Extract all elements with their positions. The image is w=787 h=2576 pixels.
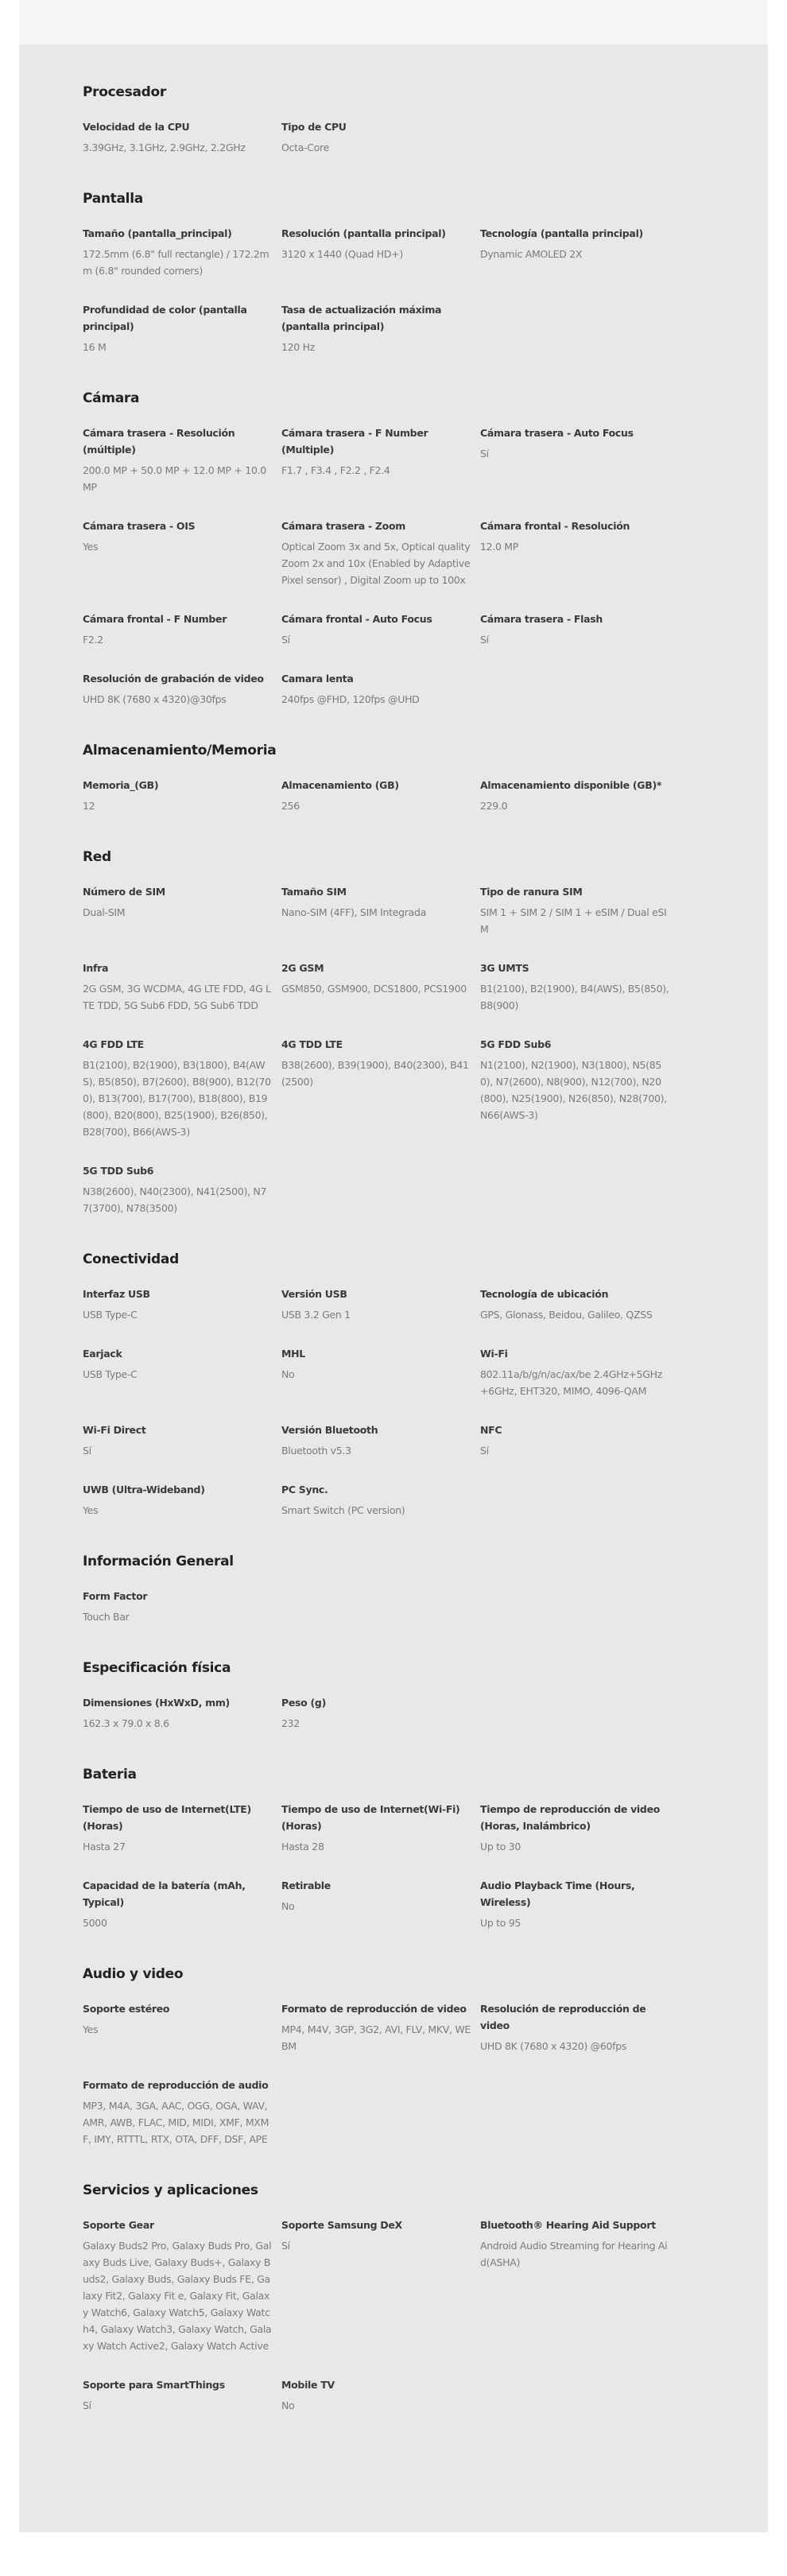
spec-value: Up to 95 (480, 1917, 521, 1929)
spec-value: 3.39GHz, 3.1GHz, 2.9GHz, 2.2GHz (83, 142, 246, 153)
spec-label: Cámara trasera - OIS (83, 520, 196, 532)
spec-label: Tecnología (pantalla principal) (480, 227, 643, 239)
spec-section-servicios-y-aplicaciones (83, 2182, 679, 2414)
spec-label: 5G TDD Sub6 (83, 1165, 154, 1177)
spec-value: 12 (83, 800, 95, 812)
spec-item (480, 518, 679, 588)
spec-item (83, 1422, 281, 1459)
spec-item (480, 2000, 679, 2054)
spec-label: Tipo de ranura SIM (480, 886, 583, 898)
spec-item (281, 225, 480, 279)
spec-value: 16 M (83, 341, 107, 353)
spec-label: Memoria_(GB) (83, 779, 159, 791)
spec-section-red (83, 849, 679, 1216)
spec-value: Bluetooth v5.3 (281, 1445, 351, 1457)
spec-item (83, 425, 281, 495)
spec-item (480, 1036, 679, 1140)
spec-value: N38(2600), N40(2300), N41(2500), N77(3700), N78(3500) (83, 1185, 267, 1214)
spec-value: 172.5mm (6.8" full rectangle) / 172.2mm (6.8" rounded corners) (83, 248, 269, 277)
spec-label: Retirable (281, 1880, 331, 1891)
spec-value: 256 (281, 800, 300, 812)
spec-label: Número de SIM (83, 886, 165, 898)
spec-section-pantalla (83, 191, 679, 355)
spec-value: B1(2100), B2(1900), B4(AWS), B5(850), B8(900) (480, 983, 669, 1011)
spec-item (83, 2376, 281, 2414)
spec-grid (83, 118, 679, 156)
spec-item (281, 1481, 480, 1519)
spec-label: Resolución (pantalla principal) (281, 227, 446, 239)
spec-item (281, 1345, 480, 1399)
spec-item (281, 2217, 480, 2354)
spec-label: Almacenamiento (GB) (281, 779, 399, 791)
spec-value: B38(2600), B39(1900), B40(2300), B41(2500) (281, 1059, 469, 1088)
spec-label: Mobile TV (281, 2379, 335, 2391)
spec-value: MP4, M4V, 3GP, 3G2, AVI, FLV, MKV, WEBM (281, 2023, 471, 2052)
spec-value: 200.0 MP + 50.0 MP + 12.0 MP + 10.0 MP (83, 464, 266, 493)
spec-value: 2G GSM, 3G WCDMA, 4G LTE FDD, 4G LTE TDD, 5G Sub6 FDD, 5G Sub6 TDD (83, 983, 271, 1011)
section-title: Conectividad (83, 1251, 179, 1267)
spec-value: GSM850, GSM900, DCS1800, PCS1900 (281, 983, 467, 995)
spec-label: MHL (281, 1348, 305, 1360)
spec-value: Yes (83, 2023, 99, 2035)
spec-item (83, 1286, 281, 1323)
spec-item (83, 118, 281, 156)
spec-item (83, 883, 281, 937)
spec-value: Nano-SIM (4FF), SIM Integrada (281, 906, 426, 918)
spec-label: Formato de reproducción de video (281, 2003, 467, 2015)
spec-label: Audio Playback Time (Hours, Wireless) (480, 1880, 635, 1908)
spec-item (281, 425, 480, 495)
spec-value: Hasta 28 (281, 1841, 324, 1852)
spec-label: Wi-Fi (480, 1348, 508, 1360)
spec-value: N1(2100), N2(1900), N3(1800), N5(850), N7(2600), N8(900), N12(700), N20(800), N25(1900), N26(850), N28(700), N66(AWS-3) (480, 1059, 667, 1121)
spec-value: 802.11a/b/g/n/ac/ax/be 2.4GHz+5GHz+6GHz, EHT320, MIMO, 4096-QAM (480, 1368, 663, 1397)
spec-label: Wi-Fi Direct (83, 1424, 146, 1436)
section-title: Almacenamiento/Memoria (83, 743, 277, 758)
spec-label: 2G GSM (281, 962, 324, 974)
spec-value: Sí (480, 448, 489, 460)
spec-label: Earjack (83, 1348, 122, 1360)
spec-item (480, 1345, 679, 1399)
section-title: Audio y video (83, 1966, 184, 1982)
spec-item (480, 1801, 679, 1855)
spec-label: Tamaño (pantalla_principal) (83, 227, 232, 239)
spec-label: Dimensiones (HxWxD, mm) (83, 1697, 230, 1709)
spec-value: Smart Switch (PC version) (281, 1504, 405, 1516)
spec-label: Cámara frontal - F Number (83, 613, 227, 625)
spec-value: Octa-Core (281, 142, 330, 153)
spec-value: No (281, 1900, 295, 1912)
spec-value: Dual-SIM (83, 906, 126, 918)
spec-item (281, 670, 480, 708)
section-title: Red (83, 849, 111, 865)
spec-label: Cámara trasera - Zoom (281, 520, 405, 532)
spec-item (281, 1877, 480, 1931)
spec-label: NFC (480, 1424, 502, 1436)
spec-grid (83, 883, 679, 1216)
spec-item (281, 1694, 480, 1732)
spec-item (83, 960, 281, 1014)
section-title: Pantalla (83, 191, 143, 207)
spec-label: Cámara frontal - Resolución (480, 520, 630, 532)
spec-item (83, 1481, 281, 1519)
spec-item (281, 1286, 480, 1323)
spec-label: Cámara trasera - F Number (Multiple) (281, 427, 428, 456)
spec-value: 229.0 (480, 800, 508, 812)
spec-label: Infra (83, 962, 109, 974)
spec-label: Capacidad de la batería (mAh, Typical) (83, 1880, 246, 1908)
spec-grid (83, 225, 679, 355)
spec-item (480, 425, 679, 495)
spec-item (281, 2376, 480, 2414)
spec-item (83, 518, 281, 588)
spec-item (480, 777, 679, 814)
spec-item (480, 883, 679, 937)
spec-value: Sí (83, 2399, 91, 2411)
spec-item (83, 1162, 281, 1216)
spec-label: Tecnología de ubicación (480, 1288, 609, 1300)
spec-item (281, 518, 480, 588)
spec-value: Yes (83, 1504, 99, 1516)
spec-label: Bluetooth® Hearing Aid Support (480, 2219, 656, 2231)
spec-label: Tipo de CPU (281, 121, 347, 133)
spec-value: Up to 30 (480, 1841, 521, 1852)
spec-item (480, 1286, 679, 1323)
spec-grid (83, 2217, 679, 2414)
spec-value: 12.0 MP (480, 541, 519, 553)
spec-label: Tamaño SIM (281, 886, 347, 898)
spec-label: Versión USB (281, 1288, 347, 1300)
spec-label: 3G UMTS (480, 962, 529, 974)
spec-label: Form Factor (83, 1590, 148, 1602)
spec-item (83, 2077, 281, 2147)
spec-label: Profundidad de color (pantalla principal) (83, 304, 247, 332)
spec-label: UWB (Ultra-Wideband) (83, 1484, 205, 1496)
spec-section-almacenamiento-memoria (83, 743, 679, 814)
spec-item (480, 611, 679, 648)
spec-label: Camara lenta (281, 673, 354, 685)
spec-label: Tasa de actualización máxima (pantalla principal) (281, 304, 442, 332)
spec-item (83, 225, 281, 279)
spec-item (281, 777, 480, 814)
spec-item (83, 1036, 281, 1140)
spec-grid (83, 425, 679, 708)
spec-label: Cámara trasera - Flash (480, 613, 603, 625)
spec-value: Android Audio Streaming for Hearing Aid(ASHA) (480, 2240, 668, 2268)
spec-item (83, 611, 281, 648)
spec-value: 240fps @FHD, 120fps @UHD (281, 693, 420, 705)
spec-label: Almacenamiento disponible (GB)* (480, 779, 662, 791)
section-title: Procesador (83, 84, 166, 100)
spec-label: Peso (g) (281, 1697, 326, 1709)
spec-grid (83, 1286, 679, 1519)
spec-item (480, 1422, 679, 1459)
spec-value: 3120 x 1440 (Quad HD+) (281, 248, 403, 260)
spec-value: Dynamic AMOLED 2X (480, 248, 583, 260)
top-bar (19, 0, 768, 45)
spec-item (480, 2217, 679, 2354)
spec-item (281, 1801, 480, 1855)
spec-section-especificacion-fisica (83, 1660, 679, 1732)
spec-label: Interfaz USB (83, 1288, 150, 1300)
spec-label: Resolución de reproducción de video (480, 2003, 646, 2031)
spec-grid (83, 777, 679, 814)
spec-value: Optical Zoom 3x and 5x, Optical quality Zoom 2x and 10x (Enabled by Adaptive Pixel sensor) , Digital Zoom up to 100x (281, 541, 471, 586)
spec-section-conectividad (83, 1251, 679, 1519)
spec-value: B1(2100), B2(1900), B3(1800), B4(AWS), B5(850), B7(2600), B8(900), B12(700), B13(700), B17(700), B18(800), B19(800), B20(800), B25(1900), B26(850), B28(700), B66(AWS-3) (83, 1059, 271, 1138)
spec-label: Resolución de grabación de video (83, 673, 264, 685)
spec-section-bateria (83, 1767, 679, 1931)
section-title: Información General (83, 1554, 234, 1569)
section-title: Cámara (83, 390, 140, 406)
spec-label: 5G FDD Sub6 (480, 1038, 552, 1050)
spec-item (83, 1801, 281, 1855)
spec-grid (83, 2000, 679, 2147)
specs-panel (19, 45, 768, 2532)
spec-value: Sí (281, 634, 290, 646)
spec-label: Tiempo de uso de Internet(Wi-Fi) (Horas) (281, 1803, 460, 1832)
spec-value: 5000 (83, 1917, 107, 1929)
spec-label: PC Sync. (281, 1484, 328, 1496)
spec-section-camara (83, 390, 679, 708)
spec-label: 4G TDD LTE (281, 1038, 343, 1050)
spec-value: GPS, Glonass, Beidou, Galileo, QZSS (480, 1309, 653, 1321)
spec-grid (83, 1588, 679, 1625)
spec-item (281, 1422, 480, 1459)
spec-label: Tiempo de reproducción de video (Horas, Inalámbrico) (480, 1803, 661, 1832)
section-title: Bateria (83, 1767, 137, 1783)
spec-value: Yes (83, 541, 99, 553)
spec-item (83, 777, 281, 814)
spec-value: Sí (480, 1445, 489, 1457)
specs-content (83, 84, 679, 2449)
spec-label: Soporte Gear (83, 2219, 154, 2231)
spec-item (281, 301, 480, 355)
spec-label: Tiempo de uso de Internet(LTE) (Horas) (83, 1803, 251, 1832)
spec-value: MP3, M4A, 3GA, AAC, OGG, OGA, WAV, AMR, AWB, FLAC, MID, MIDI, XMF, MXMF, IMY, RTTTL, RTX, OTA, DFF, DSF, APE (83, 2100, 269, 2145)
section-title: Especificación física (83, 1660, 231, 1676)
spec-label: Velocidad de la CPU (83, 121, 190, 133)
spec-value: F1.7 , F3.4 , F2.2 , F2.4 (281, 464, 390, 476)
spec-value: UHD 8K (7680 x 4320)@30fps (83, 693, 227, 705)
spec-label: Soporte estéreo (83, 2003, 170, 2015)
spec-value: 232 (281, 1717, 300, 1729)
spec-value: F2.2 (83, 634, 103, 646)
spec-item (480, 1877, 679, 1931)
spec-value: UHD 8K (7680 x 4320) @60fps (480, 2040, 627, 2052)
spec-value: Sí (480, 634, 489, 646)
spec-item (281, 611, 480, 648)
spec-item (83, 2217, 281, 2354)
spec-value: Galaxy Buds2 Pro, Galaxy Buds Pro, Galaxy Buds Live, Galaxy Buds+, Galaxy Buds2, Galaxy Buds, Galaxy Buds FE, Galaxy Fit2, Galaxy Fit e, Galaxy Fit, Galaxy Watch6, Galaxy Watch5, Galaxy Watch4, Galaxy Watch3, Galaxy Watch, Galaxy Watch Active2, Galaxy Watch Active (83, 2240, 272, 2352)
spec-value: No (281, 2399, 295, 2411)
spec-item (480, 960, 679, 1014)
spec-label: Formato de reproducción de audio (83, 2079, 269, 2091)
spec-value: Sí (83, 1445, 91, 1457)
spec-label: Soporte Samsung DeX (281, 2219, 402, 2231)
spec-item (281, 883, 480, 937)
spec-item (281, 118, 480, 156)
spec-item (83, 1345, 281, 1399)
spec-label: Cámara frontal - Auto Focus (281, 613, 432, 625)
spec-value: USB Type-C (83, 1368, 138, 1380)
spec-item (480, 225, 679, 279)
spec-item (281, 1036, 480, 1140)
spec-value: 120 Hz (281, 341, 315, 353)
spec-item (83, 1588, 281, 1625)
spec-item (83, 1877, 281, 1931)
spec-label: 4G FDD LTE (83, 1038, 144, 1050)
spec-item (83, 670, 281, 708)
spec-section-informacion-general (83, 1554, 679, 1625)
spec-section-procesador (83, 84, 679, 156)
spec-value: SIM 1 + SIM 2 / SIM 1 + eSIM / Dual eSIM (480, 906, 667, 935)
spec-value: Touch Bar (83, 1611, 130, 1623)
spec-label: Versión Bluetooth (281, 1424, 378, 1436)
spec-value: Sí (281, 2240, 290, 2252)
spec-item (281, 2000, 480, 2054)
spec-value: USB 3.2 Gen 1 (281, 1309, 351, 1321)
spec-item (83, 1694, 281, 1732)
spec-grid (83, 1801, 679, 1931)
spec-item (281, 960, 480, 1014)
spec-value: Hasta 27 (83, 1841, 126, 1852)
spec-section-audio-y-video (83, 1966, 679, 2147)
section-title: Servicios y aplicaciones (83, 2182, 258, 2198)
spec-item (83, 2000, 281, 2054)
spec-label: Soporte para SmartThings (83, 2379, 225, 2391)
spec-label: Cámara trasera - Resolución (múltiple) (83, 427, 235, 456)
spec-value: No (281, 1368, 295, 1380)
spec-grid (83, 1694, 679, 1732)
spec-label: Cámara trasera - Auto Focus (480, 427, 634, 439)
spec-item (83, 301, 281, 355)
spec-value: USB Type-C (83, 1309, 138, 1321)
spec-value: 162.3 x 79.0 x 8.6 (83, 1717, 169, 1729)
